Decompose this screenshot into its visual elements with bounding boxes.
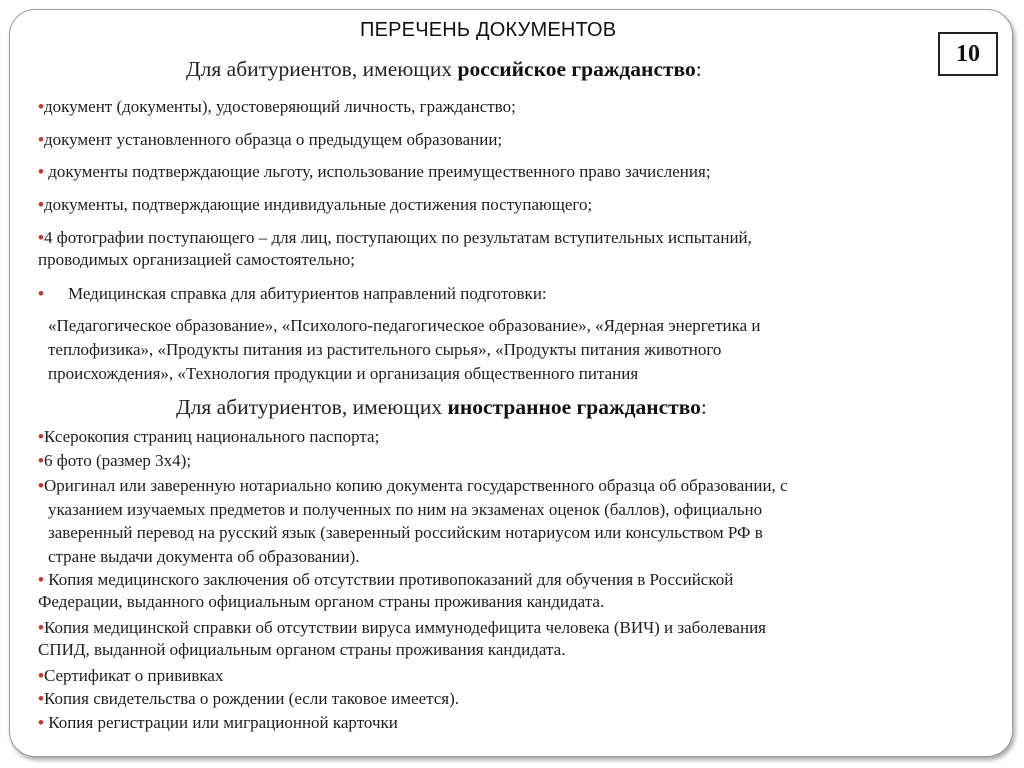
- foreign-heading-suffix: :: [700, 395, 707, 419]
- russian-heading-prefix: Для абитуриентов, имеющих: [186, 57, 458, 81]
- foreign-item-8: • Копия регистрации или миграционной карточки: [38, 713, 398, 732]
- foreign-item-6: •Сертификат о прививках: [38, 666, 224, 685]
- russian-heading-bold: российское гражданство: [457, 57, 696, 81]
- bullet-icon: •: [38, 451, 44, 470]
- medical-programs-list: «Педагогическое образование», «Психолого-педагогическое образование», «Ядерная энергетика и теплофизика», «Продукты питания из растительного сырья», «Продукты питания животного происхождения», «Технология продукции и организация общественного питания: [48, 316, 761, 383]
- bullet-icon: •: [38, 427, 44, 446]
- russian-item-2: •документ установленного образца о предыдущем образовании;: [38, 130, 503, 149]
- foreign-item-1: •Ксерокопия страниц национального паспорта;: [38, 427, 380, 446]
- bullet-icon: •: [38, 713, 44, 732]
- slide-title: ПЕРЕЧЕНЬ ДОКУМЕНТОВ: [360, 19, 617, 41]
- foreign-item-3: •Оригинал или заверенную нотариально копию документа государственного образца об образовании, с указанием изучаемых предметов и полученных по ним на экзаменах оценок (баллов), официально заверенный перевод на русский язык (заверенный российским нотариусом или консульством РФ в стране выдачи документа об образовании).: [38, 476, 788, 566]
- bullet-icon: •: [38, 130, 44, 149]
- foreign-citizenship-heading: [176, 395, 707, 420]
- foreign-item-7: •Копия свидетельства о рождении (если таковое имеется).: [38, 689, 460, 708]
- russian-item-6: • Медицинская справка для абитуриентов направлений подготовки:: [38, 284, 547, 303]
- russian-citizenship-heading: [186, 57, 702, 82]
- bullet-icon: •: [38, 195, 44, 214]
- bullet-icon: •: [38, 689, 44, 708]
- bullet-icon: •: [38, 476, 44, 495]
- bullet-icon: •: [38, 228, 44, 247]
- russian-item-3: • документы подтверждающие льготу, использование преимущественного право зачисления;: [38, 162, 711, 181]
- bullet-icon: •: [38, 162, 44, 181]
- foreign-heading-prefix: Для абитуриентов, имеющих: [176, 395, 448, 419]
- russian-item-5: •4 фотографии поступающего – для лиц, поступающих по результатам вступительных испытаний, проводимых организацией самостоятельно;: [38, 228, 752, 269]
- bullet-icon: •: [38, 97, 44, 116]
- foreign-item-2: •6 фото (размер 3х4);: [38, 451, 192, 470]
- russian-item-1: •документ (документы), удостоверяющий личность, гражданство;: [38, 97, 516, 116]
- russian-heading-suffix: :: [695, 57, 702, 81]
- bullet-icon: •: [38, 570, 44, 589]
- foreign-heading-bold: иностранное гражданство: [447, 395, 701, 419]
- foreign-item-5: •Копия медицинской справки об отсутствии вируса иммунодефицита человека (ВИЧ) и заболевания СПИД, выданной официальным органом страны проживания кандидата.: [38, 618, 766, 659]
- bullet-icon: •: [38, 618, 44, 637]
- page-number-box: 10: [938, 32, 998, 76]
- foreign-item-4: • Копия медицинского заключения об отсутствии противопоказаний для обучения в Российской Федерации, выданного официальным органом страны проживания кандидата.: [38, 570, 734, 611]
- bullet-icon: •: [38, 284, 44, 303]
- russian-item-4: •документы, подтверждающие индивидуальные достижения поступающего;: [38, 195, 593, 214]
- bullet-icon: •: [38, 666, 44, 685]
